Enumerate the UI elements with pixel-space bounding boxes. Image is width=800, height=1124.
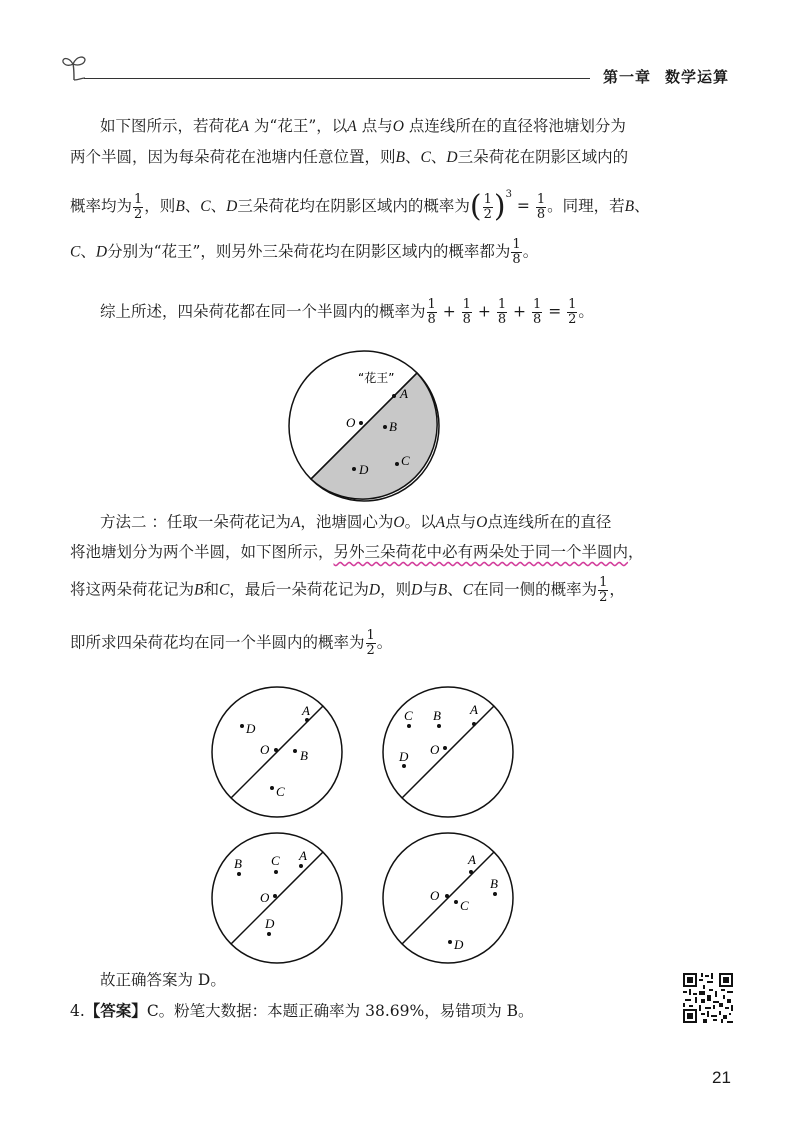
fraction-half: $\frac{1}{2}$: [134, 191, 143, 222]
svg-text:A: A: [302, 703, 310, 718]
svg-text:B: B: [490, 876, 498, 891]
wavy-emphasis: 另外三朵荷花中必有两朵处于同一个半圆内: [333, 543, 629, 561]
page-header: [0, 0, 800, 100]
svg-text:O: O: [430, 888, 440, 903]
header-rule: [84, 78, 590, 79]
svg-text:D: D: [454, 937, 464, 952]
svg-text:O: O: [260, 742, 270, 757]
svg-text:O: O: [430, 742, 440, 757]
svg-text:D: D: [265, 916, 275, 931]
svg-text:B: B: [433, 708, 441, 723]
svg-text:C: C: [460, 898, 469, 913]
para1-line2: 两个半圆，因为每朵荷花在池塘内任意位置，则B、C、D三朵荷花在阴影区域内的: [70, 148, 629, 166]
svg-text:D: D: [399, 749, 409, 764]
svg-text:C: C: [401, 453, 410, 468]
para3-line2: 将池塘划分为两个半圆，如下图所示，另外三朵荷花中必有两朵处于同一个半圆内，: [70, 543, 644, 561]
svg-text:O: O: [346, 415, 356, 430]
figure-pond-top-left: [209, 684, 345, 820]
svg-text:C: C: [276, 784, 285, 799]
svg-text:A: A: [400, 386, 408, 401]
svg-text:C: C: [404, 708, 413, 723]
figure-pond-bottom-left: [209, 830, 345, 966]
para1-line1: 如下图所示，若荷花A 为“花王”，以A 点与O 点连线所在的直径将池塘划分为: [100, 117, 626, 135]
chapter-title: 第一章 数学运算: [603, 68, 730, 86]
svg-text:B: B: [389, 419, 397, 434]
qr-code-icon[interactable]: [683, 973, 733, 1023]
svg-text:A: A: [470, 702, 478, 717]
para1-line4: C、D分别为“花王”，则另外三朵荷花均在阴影区域内的概率都为 $\frac{1}{8}$ 。: [70, 237, 539, 267]
figure-pond-bottom-right: [380, 830, 516, 966]
figure-pond-shaded: [286, 348, 442, 504]
para2-summary: 综上所述，四朵荷花都在同一个半圆内的概率为 $\frac{1}{8}$ + $\frac{1}{8}$ + $\frac{1}{8}$ + $\frac{1}{8}$ = $\frac{1}{2}$ 。: [100, 297, 594, 327]
para3-line1: 方法二 ：任取一朵荷花记为A，池塘圆心为O。以A点与O点连线所在的直径: [100, 513, 612, 531]
svg-text:B: B: [300, 748, 308, 763]
para1-line3: 概率均为 $\frac{1}{2}$ ，则B、C、D三朵荷花均在阴影区域内的概率为( $\frac{1}{2}$ )$^3$ = $\frac{1}{8}$ 。同理，若B、: [70, 189, 650, 224]
svg-text:C: C: [271, 853, 280, 868]
answer-4: 4.【答案】C。粉笔大数据：本题正确率为 38.69%，易错项为 B。: [70, 1001, 534, 1020]
svg-text:O: O: [260, 890, 270, 905]
page-number: 21: [712, 1068, 731, 1087]
answer-tag: 【答案】: [84, 1001, 147, 1020]
svg-text:D: D: [359, 462, 369, 477]
svg-text:D: D: [246, 721, 256, 736]
para3-line3: 将这两朵荷花记为B和C，最后一朵荷花记为D，则D与B、C在同一侧的概率为 $\frac{1}{2}$ ，: [70, 575, 625, 605]
svg-text:A: A: [468, 852, 476, 867]
figure-pond-top-right: [380, 684, 516, 820]
svg-text:B: B: [234, 856, 242, 871]
para3-line4: 即所求四朵荷花均在同一个半圆内的概率为 $\frac{1}{2}$ 。: [70, 628, 393, 658]
svg-text:A: A: [299, 848, 307, 863]
king-label: “花王”: [358, 371, 395, 385]
answer-3-conclusion: 故正确答案为 D。: [100, 971, 226, 989]
